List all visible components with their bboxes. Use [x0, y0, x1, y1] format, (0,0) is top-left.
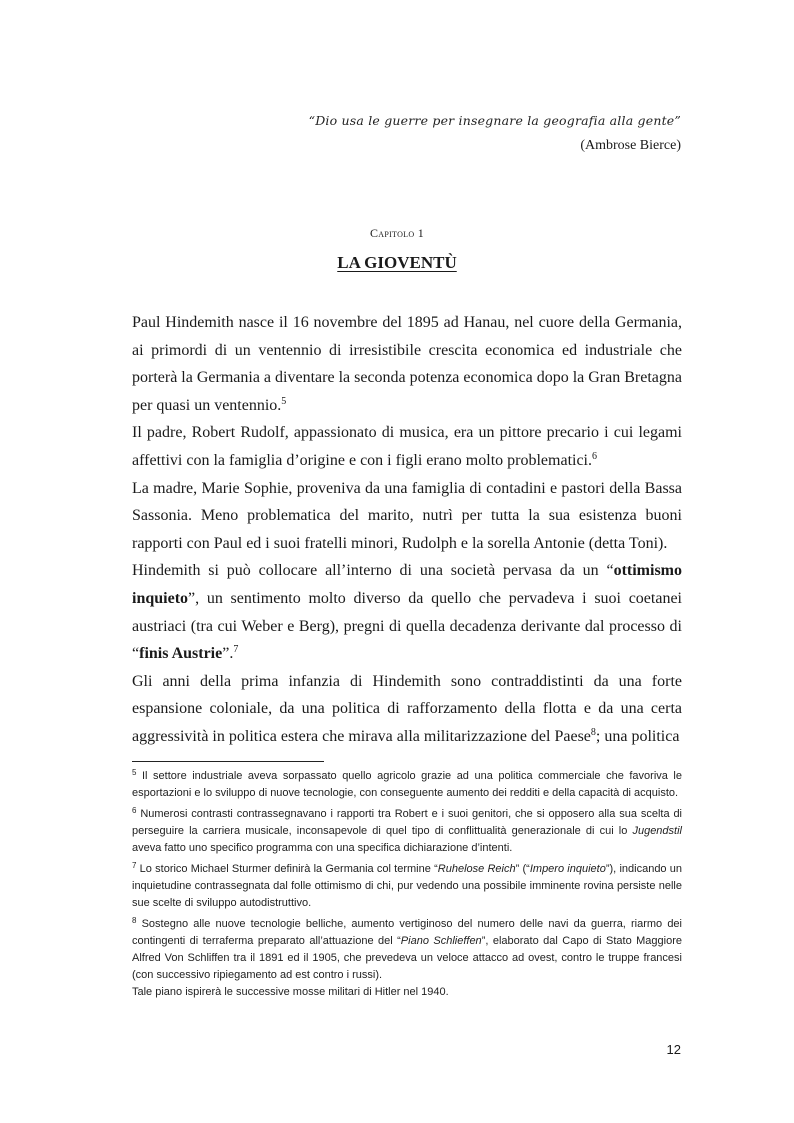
paragraph [132, 309, 682, 419]
paragraph-text: Hindemith si può collocare all’interno di una società pervasa da un “ [132, 562, 614, 580]
chapter-heading [0, 226, 794, 273]
footnote-italic: Ruhelose Reich [437, 863, 516, 875]
footnote-text: Numerosi contrasti contrassegnavano i rapporti tra Robert e i suoi genitori, che si opposero alla sua scelta di perseguire la carriera musicale, inconsapevole di quel tipo di conflittualità generazionale di cui lo [132, 808, 682, 837]
paragraph-text: ”. [222, 645, 234, 663]
paragraph-text: La madre, Marie Sophie, proveniva da una famiglia di contadini e pastori della Bassa Sassonia. Meno problematica del marito, nutrì per tutta la sua esistenza buoni rapporti con Paul ed i suoi fratelli minori, Rudolph e la sorella Antonie (detta Toni). [132, 479, 682, 552]
paragraph-text: ”, un sentimento molto diverso da quello che pervadeva i suoi coetanei austriaci (tra cui Weber e Berg), pregni di quella decadenza derivante dal processo di “ [132, 589, 682, 663]
footnote-ref: 7 [233, 644, 239, 656]
epigraph-author: (Ambrose Bierce) [580, 138, 681, 153]
footnote [132, 916, 682, 1001]
epigraph-quote: “Dio usa le guerre per insegnare la geografia alla gente” [308, 113, 681, 128]
footnote-ref: 8 [590, 726, 596, 738]
chapter-label: Capitolo 1 [369, 226, 425, 240]
emphasis-term: finis Austrie [139, 645, 223, 663]
footnote-ref: 5 [281, 395, 287, 407]
footnote-ref: 6 [592, 450, 597, 462]
emphasis-term: ottimismo inquieto [132, 562, 682, 607]
paragraph-text: Gli anni della prima infanzia di Hindemith sono contraddistinti da una forte espansione coloniale, da una politica di rafforzamento della flotta e da una certa aggressività in politica estera che mirava alla militarizzazione del Paese [132, 672, 682, 745]
footnotes [132, 768, 682, 1001]
footnote-text: Tale piano ispirerà le successive mosse militari di Hitler nel 1940. [132, 986, 449, 998]
footnote-italic: Jugendstil [632, 825, 682, 837]
footnote [132, 861, 682, 912]
paragraph-text: ; una politica [595, 727, 680, 745]
paragraph-text: Paul Hindemith nasce il 16 novembre del 1895 ad Hanau, nel cuore della Germania, ai primordi di un ventennio di irresistibile crescita economica ed industriale che porterà la Germania a diventare la seconda potenza economica dopo la Gran Bretagna per quasi un ventennio. [132, 314, 682, 414]
paragraph [132, 419, 682, 474]
footnote-text: ”), indicando un inquietudine contrassegnata dal folle ottimismo di chi, pur vedendo una possibile imminente rovina persiste nelle sue scelte di sviluppo autodistruttivo. [132, 863, 683, 909]
epigraph [309, 113, 681, 154]
paragraph-text: Il padre, Robert Rudolf, appassionato di musica, era un pittore precario i cui legami affettivi con la famiglia d’origine e con i figli erano molto problematici. [132, 424, 682, 469]
footnote-number: 5 [132, 768, 137, 777]
footnote-text: ” (“ [515, 863, 530, 875]
footnote-separator [132, 761, 324, 762]
footnote-text: Lo storico Michael Sturmer definirà la Germania col termine “ [136, 863, 438, 875]
paragraph [132, 475, 682, 558]
paragraph [132, 557, 682, 667]
footnote-italic: Impero inquieto [529, 863, 606, 875]
body-text [132, 309, 682, 751]
footnote [132, 806, 682, 857]
footnote-italic: Piano Schlieffen [400, 935, 482, 947]
footnote-number: 7 [132, 861, 137, 870]
footnote-text: Sostegno alle nuove tecnologie belliche, aumento vertiginoso del numero delle navi da guerra, riarmo dei contingenti di terraferma preparato all’attuazione del “ [132, 918, 682, 947]
paragraph [132, 668, 682, 751]
footnote-number: 8 [132, 916, 137, 925]
page-number: 12 [666, 1042, 681, 1057]
footnote-text: ”, elaborato dal Capo di Stato Maggiore Alfred Von Schliffen tra il 1891 ed il 1905, che prevedeva un veloce attacco ad ovest, contro le truppe francesi (con successivo ripiegamento ad est contro i russi). [132, 935, 683, 981]
footnote-number: 6 [132, 806, 137, 815]
footnote-text: Il settore industriale aveva sorpassato quello agricolo grazie ad una politica commerciale che favoriva le esportazioni e lo sviluppo di nuove tecnologie, con conseguente aumento dei redditi e della capacità di acquisto. [132, 770, 682, 799]
chapter-title: LA GIOVENTÙ [337, 253, 457, 272]
footnote [132, 768, 682, 802]
footnote-text: aveva fatto uno specifico programma con una specifica dichiarazione d’intenti. [132, 842, 513, 854]
